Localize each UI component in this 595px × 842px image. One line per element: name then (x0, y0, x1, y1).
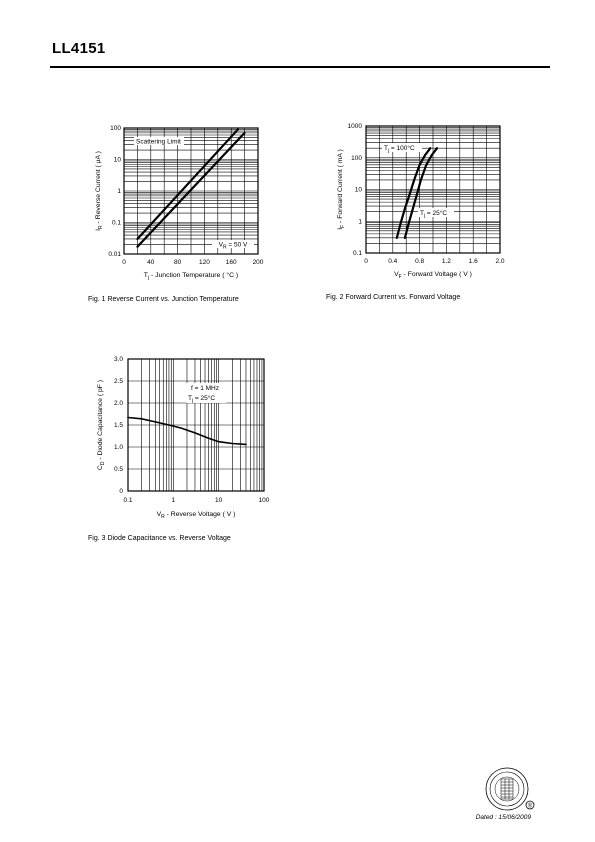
company-logo (480, 765, 540, 815)
x-tick-label: 10 (215, 497, 223, 504)
x-tick-label: 0 (122, 259, 126, 266)
y-tick-label: 1 (358, 218, 362, 226)
y-tick-label: 0.01 (108, 251, 121, 259)
x-axis-label: $T_j$ - Junction Temperature ( °C ) (143, 272, 239, 281)
y-tick-label: 100 (351, 154, 362, 162)
registered-mark: ® (527, 803, 533, 810)
y-tick-label: 1.0 (113, 444, 123, 452)
y-tick-label: 2.5 (113, 378, 123, 386)
x-tick-label: 120 (198, 259, 210, 266)
annotation-frequency: f = 1 MHz (191, 385, 219, 392)
y-tick-label: 3.0 (113, 356, 123, 364)
y-tick-label: 0 (119, 488, 123, 496)
fig1-chart (88, 125, 264, 303)
x-tick-label: 0.8 (415, 258, 425, 265)
annotation-vr: $V_R = 50$ V (218, 241, 248, 251)
x-tick-label: 1.2 (441, 258, 451, 265)
y-tick-label: 1.5 (113, 422, 123, 430)
y-tick-label: 0.1 (352, 250, 362, 258)
x-tick-label: 2.0 (495, 258, 505, 265)
y-tick-label: 10 (354, 186, 362, 194)
y-tick-label: 2.0 (113, 400, 123, 408)
y-axis-label: $C_D$ - Diode Capacitance ( pF ) (97, 379, 106, 471)
annotation-tj-25: $T_j = 25^\circ C$ (420, 210, 448, 219)
x-tick-label: 100 (258, 497, 270, 504)
annotation-tj-25: $T_j = 25^\circ C$ (188, 395, 216, 404)
document-title: LL4151 (52, 40, 106, 57)
y-tick-label: 0.5 (113, 466, 123, 474)
figure-caption: Fig. 1 Reverse Current vs. Junction Temperature (88, 296, 239, 303)
figure-caption: Fig. 2 Forward Current vs. Forward Voltage (326, 294, 461, 301)
annotation-tj-100: $T_j = 100^\circ C$ (384, 145, 415, 154)
y-tick-label: 1000 (347, 123, 362, 131)
y-axis-label: $I_R$ - Reverse Current ( μA ) (95, 151, 104, 231)
x-tick-label: 0.1 (123, 497, 133, 504)
y-axis-label: $I_F$ - Forward Current ( mA ) (337, 149, 346, 230)
y-tick-label: 0.1 (111, 219, 121, 227)
annotation-scattering-limit: Scattering Limit (136, 138, 181, 146)
x-axis-label: $V_R$ - Reverse Voltage ( V ) (156, 511, 236, 520)
dated-label: Dated : 15/06/2009 (475, 814, 531, 821)
y-tick-label: 10 (113, 156, 121, 164)
x-tick-label: 40 (147, 259, 155, 266)
fig2-chart (326, 123, 505, 301)
y-tick-label: 1 (117, 188, 121, 196)
x-axis-label: $V_F$ - Forward Voltage ( V ) (394, 271, 472, 280)
x-tick-label: 1 (171, 497, 176, 504)
x-tick-label: 0 (364, 258, 368, 265)
x-tick-label: 160 (225, 259, 237, 266)
figure-caption: Fig. 3 Diode Capacitance vs. Reverse Voltage (88, 535, 231, 542)
x-tick-label: 200 (252, 259, 264, 266)
y-tick-label: 100 (110, 125, 121, 133)
x-tick-label: 0.4 (388, 258, 398, 265)
x-tick-label: 1.6 (468, 258, 478, 265)
fig3-chart (88, 356, 270, 542)
x-tick-label: 80 (173, 259, 182, 266)
